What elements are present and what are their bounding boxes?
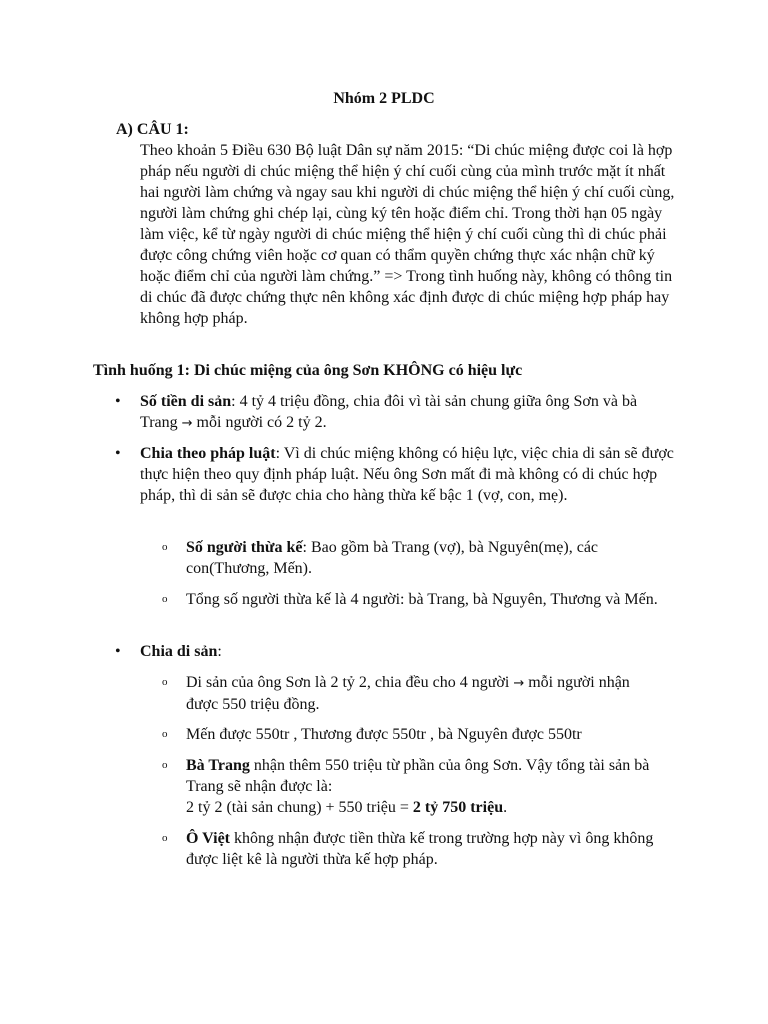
sub-bullet-marker: o (162, 541, 168, 553)
sub-bullet-marker: o (162, 676, 168, 688)
sub-bullet-marker: o (162, 728, 168, 740)
bullet-marker: • (115, 393, 121, 410)
estate-division-label: Chia di sản (140, 643, 218, 660)
heirs-label: Số người thừa kế (186, 539, 303, 556)
bullet-marker: • (115, 445, 121, 462)
document-title: Nhóm 2 PLDC (333, 90, 435, 107)
legal-division-label: Chia theo pháp luật (140, 445, 276, 462)
question-answer-paragraph: Theo khoản 5 Điều 630 Bộ luật Dân sự năm 2015: “Di chúc miệng được coi là hợp pháp nếu người di chúc miệng thể hiện ý chí cuối cùng của mình trước mặt ít nhất hai người làm chứng và ngay sau khi người di chúc miệng thể hiện ý chí cuối cùng, người làm chứng ghi chép lại, cùng ký tên hoặc điểm chỉ. Trong thời hạn 05 ngày làm việc, kể từ ngày người di chúc miệng thể hiện ý chí cuối cùng thì di chúc phải được công chứng viên hoặc cơ quan có thẩm quyền chứng thực xác nhận chữ ký hoặc điểm chỉ của người làm chứng.” => Trong tình huống này, không có thông tin di chúc đã được chứng thực nên không xác định được di chúc miệng hợp pháp hay không hợp pháp. (140, 142, 675, 327)
arrow-right-icon: → (513, 676, 525, 691)
ba-trang-label: Bà Trang (186, 757, 250, 774)
situation-heading: Tình huống 1: Di chúc miệng của ông Sơn KHÔNG có hiệu lực (93, 362, 523, 379)
arrow-right-icon: → (181, 416, 193, 431)
sub-bullet-marker: o (162, 759, 168, 771)
bullet-marker: • (115, 643, 121, 660)
estate-amount-label: Số tiền di sản (140, 393, 232, 410)
sub-bullet-marker: o (162, 832, 168, 844)
document-page: Nhóm 2 PLDC A) CÂU 1: Theo khoản 5 Điều 630 Bộ luật Dân sự năm 2015: “Di chúc miệng được coi là hợp pháp nếu người di chúc miệng thể hiện ý chí cuối cùng của mình trước mặt ít nhất hai người làm chứng và ngay sau khi người di chúc miệng thể hiện ý chí cuối cùng, người làm chứng ghi chép lại, cùng ký tên hoặc điểm chỉ. Trong thời hạn 05 ngày làm việc, kể từ ngày người di chúc miệng thể hiện ý chí cuối cùng thì di chúc phải được công chứng viên hoặc cơ quan có thẩm quyền chứng thực xác nhận chữ ký hoặc điểm chỉ của người làm chứng.” => Trong tình huống này, không có thông tin di chúc đã được chứng thực nên không xác định được di chúc miệng hợp pháp hay không hợp pháp. Tình huống 1: Di chúc miệng của ông Sơn KHÔNG có hiệu lực • Số tiền di sản: 4 tỷ 4 triệu đồng, chia đôi vì tài sản chung giữa ông Sơn và bà Trang → mỗi người có 2 tỷ 2. • Chia theo pháp luật: Vì di chúc miệng không có hiệu lực, việc chia di sản sẽ được thực hiện theo quy định pháp luật. Nếu ông Sơn mất đi mà không có di chúc hợp pháp, thì di sản sẽ được chia cho hàng thừa kế bậc 1 (vợ, con, mẹ). o Số người thừa kế: Bao gồm bà Trang (vợ), bà Nguyên(mẹ), các con(Thương, Mến). o Tổng số người thừa kế là 4 người: bà Trang, bà Nguyên, Thương và Mến. • Chia di sản: o Di sản của ông Sơn là 2 tỷ 2, chia đều cho 4 người → mỗi người nhận được 550 triệu đồng. o Mến được 550tr , Thương được 550tr , bà Nguyên được 550tr o Bà Trang nhận thêm 550 triệu từ phần của ông Sơn. Vậy tổng tài sản bà Trang sẽ nhận được là: 2 tỷ 2 (tài sản chung) + 550 triệu = 2 tỷ 750 triệu. o Ô Việt không nhận được tiền thừa kế trong trường hợp này vì ông không được liệt kê là người thừa kế hợp pháp. (0, 0, 768, 1024)
sub-bullet-marker: o (162, 593, 168, 605)
o-viet-label: Ô Việt (186, 830, 230, 847)
question-heading: A) CÂU 1: (116, 121, 189, 138)
ba-trang-total: 2 tỷ 750 triệu (412, 799, 504, 816)
